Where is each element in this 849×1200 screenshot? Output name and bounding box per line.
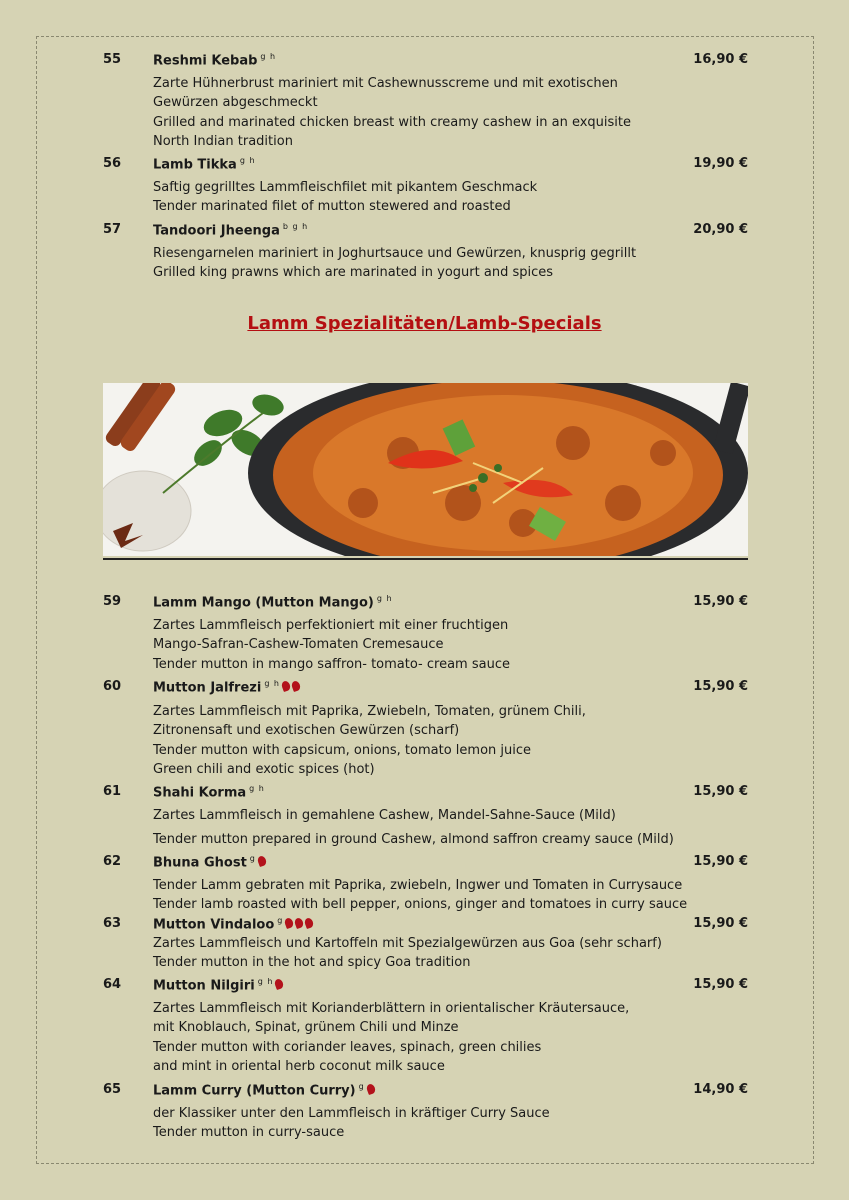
item-name <box>153 156 256 172</box>
item-price: 15,90 € <box>693 854 748 869</box>
chili-icon <box>274 978 285 990</box>
chili-icon <box>294 917 305 929</box>
item-description-line: Zarte Hühnerbrust mariniert mit Cashewnusscreme und mit exotischen <box>153 76 618 91</box>
item-name-text: Lamm Mango (Mutton Mango) <box>153 595 374 611</box>
chili-icon <box>281 680 292 692</box>
item-description-line: mit Knoblauch, Spinat, grünem Chili und Minze <box>153 1020 459 1036</box>
allergen-tags: g <box>358 1082 365 1091</box>
item-name-text: Mutton Jalfrezi <box>153 680 262 696</box>
item-name-text: Shahi Korma <box>153 785 247 801</box>
allergen-tags: g h <box>260 52 277 61</box>
chili-icon <box>284 917 295 929</box>
item-name <box>153 594 393 610</box>
item-name-text: Tandoori Jheenga <box>153 223 280 239</box>
item-price: 20,90 € <box>693 222 748 237</box>
item-price: 15,90 € <box>693 916 748 931</box>
allergen-tags: g h <box>376 594 393 603</box>
item-description-line: Tender mutton in curry-sauce <box>153 1125 345 1141</box>
allergen-tags: b g h <box>282 222 309 231</box>
item-name-text: Mutton Vindaloo <box>153 917 275 933</box>
item-price: 15,90 € <box>693 594 748 609</box>
item-description-line: Zartes Lammfleisch perfektioniert mit einer fruchtigen <box>153 618 509 633</box>
item-description-line: Tender mutton in the hot and spicy Goa tradition <box>153 955 471 971</box>
item-description-line: Tender Lamm gebraten mit Paprika, zwiebeln, Ingwer und Tomaten in Currysauce <box>153 878 683 893</box>
allergen-tags: g h <box>249 784 265 793</box>
item-description-line: Tender mutton in mango saffron- tomato- cream sauce <box>153 656 510 672</box>
lamb-curry-photo <box>103 383 748 556</box>
item-price: 15,90 € <box>693 977 748 992</box>
allergen-tags: g <box>249 854 256 863</box>
item-description-line: Grilled and marinated chicken breast with creamy cashew in an exquisite <box>153 114 631 130</box>
item-number: 62 <box>103 854 122 869</box>
item-name <box>153 854 266 870</box>
item-price: 14,90 € <box>693 1082 748 1097</box>
item-name-text: Lamm Curry (Mutton Curry) <box>153 1083 356 1099</box>
item-description-line: Zartes Lammfleisch in gemahlene Cashew, Mandel-Sahne-Sauce (Mild) <box>153 808 616 823</box>
item-description-line: Zartes Lammfleisch mit Paprika, Zwiebeln, Tomaten, grünem Chili, <box>153 704 586 719</box>
curry-dish-illustration <box>103 383 748 556</box>
item-name-text: Bhuna Ghost <box>153 855 247 871</box>
item-name <box>153 52 276 68</box>
item-description-line: der Klassiker unter den Lammfleisch in kräftiger Curry Sauce <box>153 1106 550 1121</box>
item-name-text: Mutton Nilgiri <box>153 978 255 994</box>
item-number: 65 <box>103 1082 122 1097</box>
item-name <box>153 784 265 800</box>
item-description-line: Riesengarnelen mariniert in Joghurtsauce und Gewürzen, knusprig gegrillt <box>153 246 637 261</box>
item-number: 57 <box>103 222 122 237</box>
item-number: 63 <box>103 916 122 931</box>
item-description-line: Green chili and exotic spices (hot) <box>153 761 375 777</box>
item-description-line: Tender lamb roasted with bell pepper, onions, ginger and tomatoes in curry sauce <box>153 897 688 913</box>
item-price: 19,90 € <box>693 156 748 171</box>
item-description-line: Zitronensaft und exotischen Gewürzen (scharf) <box>153 723 460 739</box>
item-name <box>153 977 283 993</box>
item-number: 55 <box>103 52 122 67</box>
item-number: 60 <box>103 679 122 694</box>
item-description-line: Tender mutton prepared in ground Cashew, almond saffron creamy sauce (Mild) <box>153 832 674 848</box>
item-description-line: Tender marinated filet of mutton stewered and roasted <box>153 199 511 215</box>
chili-icon <box>291 680 302 692</box>
item-number: 61 <box>103 784 122 799</box>
item-number: 59 <box>103 594 122 609</box>
item-description-line: and mint in oriental herb coconut milk sauce <box>153 1058 445 1074</box>
item-description-line: Saftig gegrilltes Lammfleischfilet mit pikantem Geschmack <box>153 180 538 195</box>
section-title: Lamm Spezialitäten/Lamb-Specials <box>247 313 602 334</box>
item-description-line: Tender mutton with capsicum, onions, tomato lemon juice <box>153 742 532 758</box>
allergen-tags: g h <box>239 156 256 165</box>
item-price: 15,90 € <box>693 679 748 694</box>
item-name <box>153 222 308 238</box>
item-number: 64 <box>103 977 122 992</box>
chili-icon <box>256 855 267 867</box>
item-name-text: Reshmi Kebab <box>153 53 258 69</box>
item-description-line: Zartes Lammfleisch mit Korianderblättern in orientalischer Kräutersauce, <box>153 1001 630 1016</box>
item-description-line: Mango-Safran-Cashew-Tomaten Cremesauce <box>153 637 444 653</box>
item-number: 56 <box>103 156 122 171</box>
allergen-tags: g h <box>257 977 274 986</box>
chili-icon <box>304 917 315 929</box>
item-description-line: Gewürzen abgeschmeckt <box>153 95 318 111</box>
item-name-text: Lamb Tikka <box>153 157 237 173</box>
photo-divider <box>103 558 748 560</box>
item-price: 16,90 € <box>693 52 748 67</box>
item-price: 15,90 € <box>693 784 748 799</box>
item-description-line: North Indian tradition <box>153 133 293 149</box>
item-description-line: Zartes Lammfleisch und Kartoffeln mit Spezialgewürzen aus Goa (sehr scharf) <box>153 936 662 951</box>
allergen-tags: g <box>277 916 284 925</box>
allergen-tags: g h <box>264 679 281 688</box>
chili-icon <box>365 1083 376 1095</box>
item-name <box>153 916 313 932</box>
item-description-line: Grilled king prawns which are marinated in yogurt and spices <box>153 265 554 281</box>
item-name <box>153 679 300 695</box>
item-description-line: Tender mutton with coriander leaves, spinach, green chilies <box>153 1039 542 1055</box>
item-name <box>153 1082 375 1098</box>
